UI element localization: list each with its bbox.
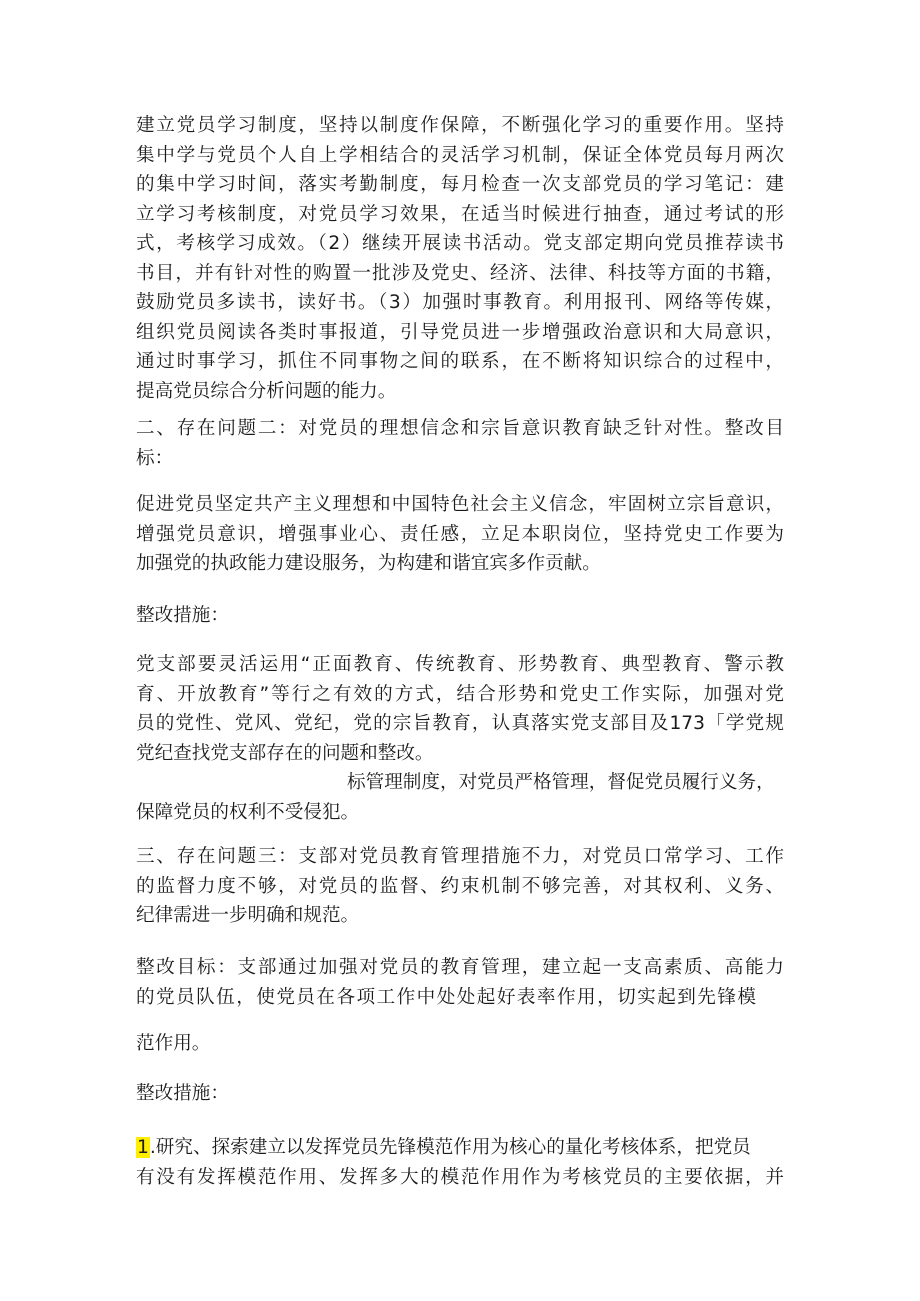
paragraph-goal-three-tail — [136, 1029, 784, 1059]
item-text: .研究、探索建立以发挥党员先锋模范作用为核心的量化考核体系，把党员 — [149, 1137, 751, 1158]
text-line: 二、存在问题二：对党员的理想信念和宗旨意识教育缺乏针对性。整改目 — [136, 418, 784, 439]
text-line: 建立党员学习制度，坚持以制度作保障，不断强化学习的重要作用。坚持 — [136, 115, 784, 136]
text-line: 通过时事学习，抓住不同事物之间的联系，在不断将知识综合的过程中， — [136, 351, 784, 372]
text-line: 促进党员坚定共产主义理想和中国特色社会主义信念，牢固树立宗旨意识， — [136, 494, 784, 515]
heading-measures-1 — [136, 601, 784, 631]
text-line: 加强党的执政能力建设服务，为构建和谐宜宾多作贡献。 — [136, 553, 601, 574]
text-line: 立学习考核制度，对党员学习效果，在适当时候进行抽查，通过考试的形 — [136, 203, 784, 225]
text-line: 的监督力度不够，对党员的监督、约束机制不够完善，对其权利、义务、 — [136, 875, 784, 897]
list-item-1 — [136, 1133, 784, 1192]
paragraph-measures-two — [136, 650, 784, 827]
paragraph-goal-three — [136, 953, 784, 1012]
text-line: 标管理制度，对党员严格管理，督促党员履行义务， — [347, 772, 775, 793]
text-line: 员的党性、党风、党纪，党的宗旨教育，认真落实党支部目及173「学党规 — [136, 713, 784, 734]
text-line: 党纪查找党支部存在的问题和整改。 — [136, 742, 434, 764]
text-line: 有没有发挥模范作用、发挥多大的模范作用作为考核党员的主要依据，并 — [136, 1166, 784, 1188]
paragraph-problem-two — [136, 414, 784, 473]
text-line: 党支部要灵活运用“正面教育、传统教育、形势教育、典型教育、警示教 — [136, 654, 784, 675]
text-line: 三、存在问题三：支部对党员教育管理措施不力，对党员口常学习、工作 — [136, 846, 784, 867]
text-line: 增强党员意识，增强事业心、责任感，立足本职岗位，坚持党史工作要为 — [136, 523, 784, 545]
text-line — [136, 1133, 784, 1163]
text-line: 的集中学习时间，落实考勤制度，每月检查一次支部党员的学习笔记：建 — [136, 174, 784, 195]
text-line: 保障党员的权利不受侵犯。 — [136, 801, 360, 823]
text-line: 纪律需进一步明确和规范。 — [136, 905, 360, 926]
text-line: 书目，并有针对性的购置一批涉及党史、经济、法律、科技等方面的书籍， — [136, 262, 784, 284]
text-line: 提高党员综合分析问题的能力。 — [136, 380, 397, 402]
text-line: 组织党员阅读各类时事报道，引导党员进一步增强政治意识和大局意识， — [136, 321, 784, 343]
text-line: 集中学与党员个人自上学相结合的灵活学习机制，保证全体党员每月两次 — [136, 144, 784, 166]
paragraph-study-system — [136, 111, 784, 406]
text-line: 整改措施： — [136, 605, 229, 626]
text-line: 标： — [136, 447, 174, 469]
text-line: 鼓励党员多读书，读好书。（3）加强时事教育。利用报刊、网络等传媒， — [136, 292, 784, 313]
paragraph-problem-three — [136, 842, 784, 931]
heading-measures-2 — [136, 1079, 784, 1109]
text-line: 育、开放教育”等行之有效的方式，结合形势和党史工作实际，加强对党 — [136, 683, 784, 705]
item-number-highlight: 1 — [137, 1137, 149, 1158]
text-line: 式，考核学习成效。（2）继续开展读书活动。党支部定期向党员推荐读书 — [136, 233, 784, 254]
paragraph-goal-two — [136, 490, 784, 579]
text-line: 的党员队伍，使党员在各项工作中处处起好表率作用，切实起到先锋模 — [136, 986, 756, 1008]
text-line: 整改目标：支部通过加强对党员的教育管理，建立起一支高素质、高能力 — [136, 957, 784, 978]
text-line: 范作用。 — [136, 1033, 211, 1054]
text-line: 整改措施： — [136, 1083, 229, 1104]
